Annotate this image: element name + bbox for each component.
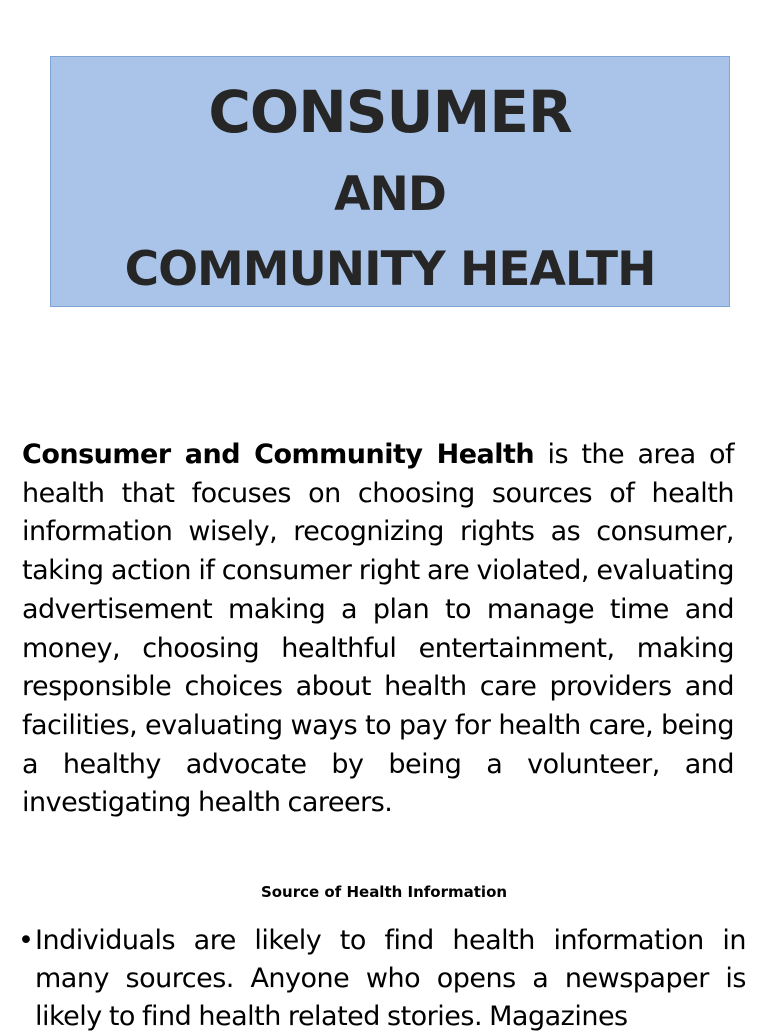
intro-paragraph	[22, 436, 734, 823]
bullet-text: Individuals are likely to find health information in many sources. Anyone who opens a newspaper is likely to find health related stories. Magazines	[35, 925, 746, 1032]
intro-body-text: is the area of health that focuses on choosing sources of health information wisely, recognizing rights as consumer, taking action if consumer right are violated, evaluating advertisement making a plan to manage time and money, choosing healthful entertainment, making responsible choices about health care providers and facilities, evaluating ways to pay for health care, being a healthy advocate by being a volunteer, and investigating health careers.	[22, 439, 734, 819]
bullet-list	[18, 922, 746, 1036]
intro-lead-term: Consumer and Community Health	[22, 439, 535, 470]
section-heading: Source of Health Information	[260, 883, 508, 901]
title-line-and: AND	[334, 167, 446, 222]
title-line-community-health: COMMUNITY HEALTH	[124, 242, 656, 297]
title-line-consumer: CONSUMER	[208, 78, 572, 146]
bullet-mark: •	[18, 925, 34, 956]
list-item	[18, 922, 746, 1036]
title-box	[50, 56, 730, 307]
